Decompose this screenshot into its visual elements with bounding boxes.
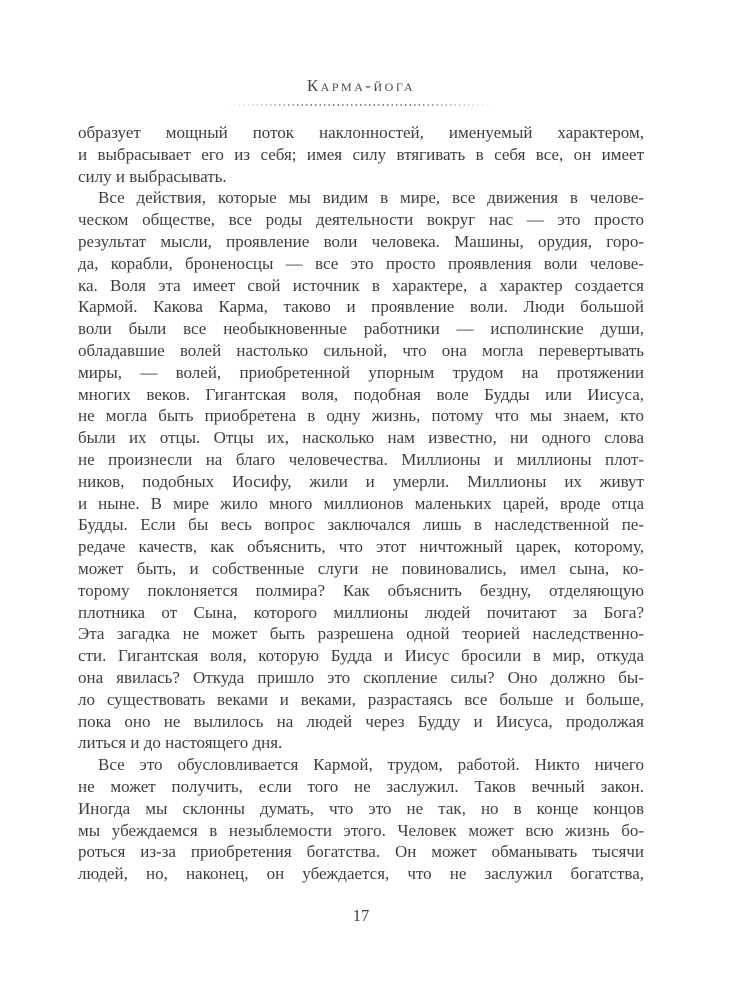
- text-line: ников, подобных Иосифу, жили и умерли. Миллионы их живут: [78, 471, 644, 491]
- text-line: торому поклоняется полмира? Как объяснить бездну, отделяющую: [78, 580, 644, 600]
- text-line: результат мысли, проявление воли человека. Машины, орудия, горо-: [78, 231, 644, 251]
- text-line: воли были все необыкновенные работники — исполинские души,: [78, 319, 644, 339]
- text-line: литься и до настоящего дня.: [78, 733, 283, 753]
- text-line: Все это обусловливается Кармой, трудом, работой. Никто ничего: [98, 755, 644, 775]
- text-line: Эта загадка не может быть разрешена одной теорией наследственно-: [78, 624, 644, 644]
- text-line: роться из-за приобретения богатства. Он может обманывать тысячи: [78, 842, 644, 862]
- text-line: ло существовать веками и веками, разрастаясь все больше и больше,: [78, 689, 644, 709]
- text-line: Иногда мы склонны думать, что это не так, но в конце концов: [78, 798, 644, 818]
- text-line: Все действия, которые мы видим в мире, все движения в челове-: [98, 188, 644, 208]
- text-line: силу и выбрасывать.: [78, 166, 227, 186]
- text-line: может быть, и собственные слуги не повиновались, имел сына, ко-: [78, 558, 644, 578]
- text-line: сти. Гигантская воля, которую Будда и Иисус бросили в мир, откуда: [78, 646, 644, 666]
- text-line: не могла быть приобретена в одну жизнь, потому что мы знаем, кто: [78, 406, 644, 426]
- text-line: миры, — волей, приобретенной упорным трудом на протяжении: [78, 362, 644, 382]
- text-block: [78, 122, 644, 885]
- running-title: Карма-йога: [306, 76, 416, 95]
- text-line: образует мощный поток наклонностей, именуемый характером,: [78, 123, 644, 142]
- text-line: Кармой. Какова Карма, таково и проявление воли. Люди большой: [78, 297, 644, 317]
- running-head: [78, 77, 644, 106]
- text-line: не произнесли на благо человечества. Миллионы и миллионы плот-: [78, 449, 644, 469]
- text-line: ческом обществе, все роды деятельности вокруг нас — это просто: [78, 210, 644, 230]
- text-line: плотника от Сына, которого миллионы людей почитают за Бога?: [78, 602, 644, 622]
- text-line: ка. Воля эта имеет свой источник в характере, а характер создается: [78, 275, 644, 295]
- text-line: да, корабли, броненосцы — все это просто проявления воли челове-: [78, 253, 644, 273]
- text-line: не может получить, если того не заслужил. Таков вечный закон.: [78, 776, 644, 796]
- text-line: людей, но, наконец, он убеждается, что не заслужил богатства,: [78, 864, 644, 884]
- text-line: Будды. Если бы весь вопрос заключался лишь в наследственной пе-: [78, 515, 644, 535]
- text-line: она явилась? Откуда пришло это скопление силы? Оно должно бы-: [78, 667, 644, 687]
- page-number: 17: [352, 906, 370, 925]
- dotted-separator: [225, 104, 497, 106]
- text-line: были их отцы. Отцы их, насколько нам известно, ни одного слова: [78, 428, 644, 448]
- text-line: и ныне. В мире жило много миллионов маленьких царей, вроде отца: [78, 493, 644, 513]
- text-line: мы убеждаемся в незыблемости этого. Человек может всю жизнь бо-: [78, 820, 644, 840]
- text-line: обладавшие волей настолько сильной, что она могла перевертывать: [78, 340, 644, 360]
- text-line: пока оно не вылилось на людей через Будду и Иисуса, продолжая: [78, 711, 644, 731]
- text-line: и выбрасывает его из себя; имея силу втягивать в себя все, он имеет: [78, 144, 644, 164]
- text-line: редаче качеств, как объяснить, что этот ничтожный царек, которому,: [78, 537, 644, 557]
- text-line: многих веков. Гигантская воля, подобная воле Будды или Иисуса,: [78, 384, 644, 404]
